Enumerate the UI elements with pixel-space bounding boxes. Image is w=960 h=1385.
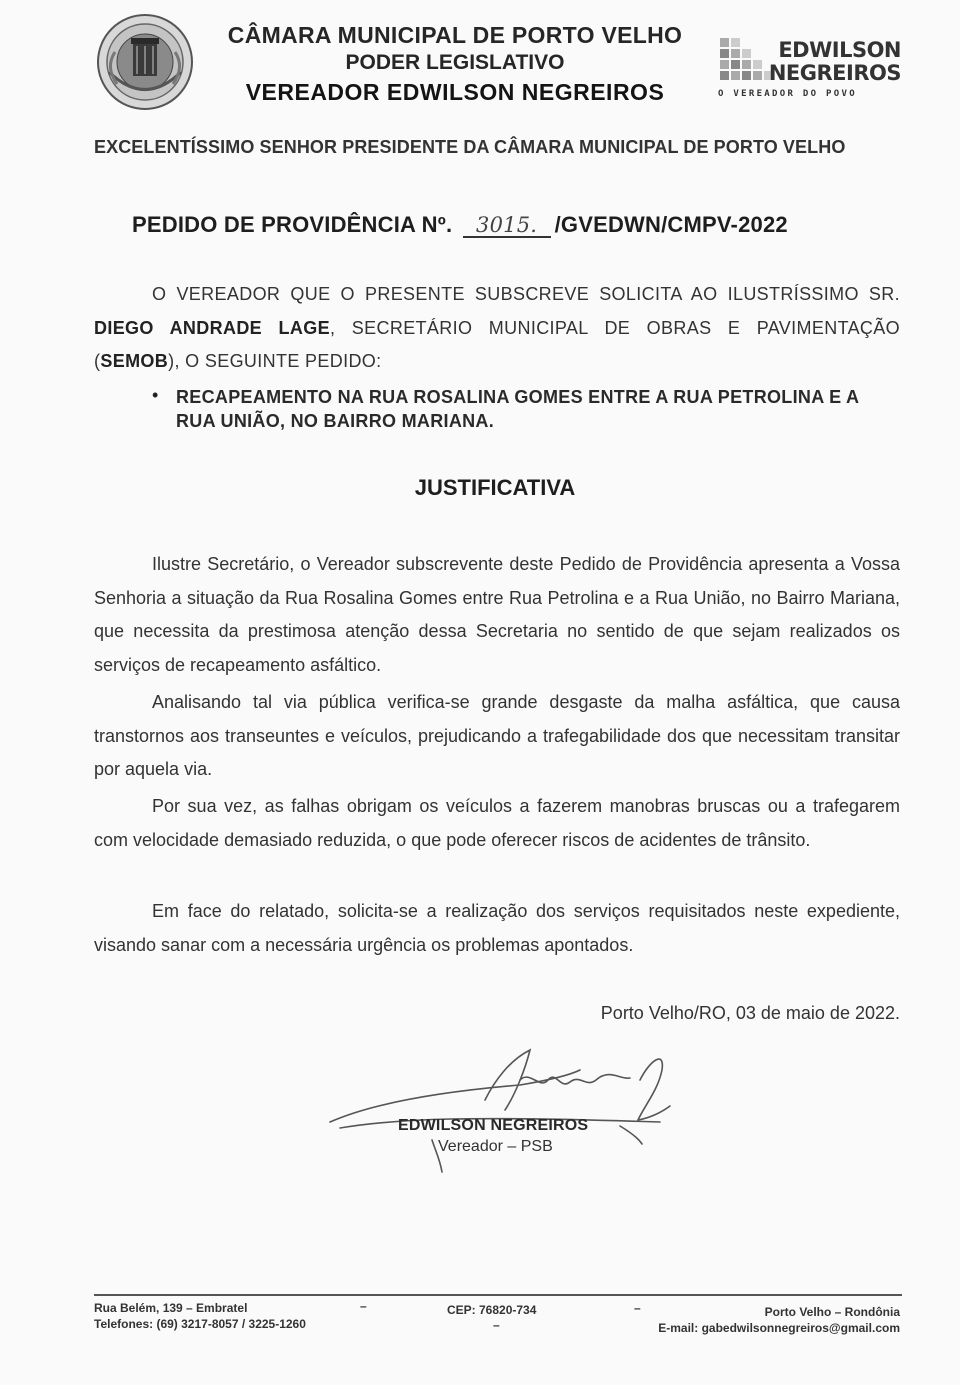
place-and-date: Porto Velho/RO, 03 de maio de 2022.: [600, 1003, 900, 1023]
footer-cep: CEP: 76820-734: [447, 1303, 537, 1317]
chamber-seal-logo: [95, 12, 195, 112]
footer-email: E-mail: gabedwilsonnegreiros@gmail.com: [658, 1321, 900, 1335]
intro-paragraph: [94, 278, 900, 379]
logo-name-first: EDWILSON: [778, 38, 901, 62]
handwritten-signature: [320, 1040, 680, 1180]
bullet-icon: •: [152, 385, 159, 405]
letterhead: [205, 22, 705, 106]
request-number-handwritten: 3015.: [463, 214, 551, 238]
footer-separator-2: –: [493, 1318, 500, 1332]
councilor-name: VEREADOR EDWILSON NEGREIROS: [245, 79, 665, 105]
request-title-suffix: /GVEDWN/CMPV-2022: [554, 212, 788, 237]
footer-city: Porto Velho – Rondônia: [764, 1305, 900, 1319]
justification-paragraph-1: Ilustre Secretário, o Vereador subscrevente deste Pedido de Providência apresenta a Vossa Senhoria a situação da Rua Rosalina Gomes entre Rua Petrolina e a Rua União, no Bairro Mariana, que necessita da prestimosa atenção dessa Secretaria no sentido de que sejam realizados os serviços de recapeamento asfáltico.: [94, 554, 900, 675]
signer-name: EDWILSON NEGREIROS: [398, 1117, 589, 1134]
justification-paragraph-2: Analisando tal via pública verifica-se grande desgaste da malha asfáltica, que causa transtornos aos transeuntes e veículos, prejudicando a trafegabilidade dos que necessitam transitar por aquela via.: [94, 692, 900, 779]
department-acronym: SEMOB: [100, 351, 169, 371]
chamber-name: CÂMARA MUNICIPAL DE PORTO VELHO: [227, 22, 683, 48]
logo-tagline: O VEREADOR DO POVO: [718, 89, 857, 99]
footer-phones: Telefones: (69) 3217-8057 / 3225-1260: [94, 1317, 306, 1331]
addressee-line: EXCELENTÍSSIMO SENHOR PRESIDENTE DA CÂMARA MUNICIPAL DE PORTO VELHO: [94, 137, 846, 157]
request-title: [132, 212, 788, 238]
intro-text-3: ), O SEGUINTE PEDIDO:: [168, 351, 382, 371]
intro-text-2: , SECRETÁRIO MUNICIPAL DE OBRAS E PAVIMENTAÇÃO (: [94, 317, 900, 371]
intro-text-1: O VEREADOR QUE O PRESENTE SUBSCREVE SOLICITA AO ILUSTRÍSSIMO SR.: [152, 284, 900, 304]
justification-paragraph-4: Em face do relatado, solicita-se a realização dos serviços requisitados neste expediente, visando sanar com a necessária urgência os problemas apontados.: [94, 901, 900, 955]
logo-name-last: NEGREIROS: [768, 61, 901, 85]
justification-heading: JUSTIFICATIVA: [414, 475, 576, 500]
request-title-prefix: PEDIDO DE PROVIDÊNCIA Nº.: [132, 212, 453, 237]
legislative-branch: PODER LEGISLATIVO: [345, 51, 565, 74]
footer-divider: [94, 1294, 902, 1296]
councilor-logo: [718, 36, 903, 106]
justification-paragraph-3: Por sua vez, as falhas obrigam os veículos a fazerem manobras bruscas ou a trafegarem com velocidade demasiado reduzida, o que pode oferecer riscos de acidentes de trânsito.: [94, 796, 900, 850]
footer-address: Rua Belém, 139 – Embratel: [94, 1301, 248, 1315]
footer-separator-1: –: [360, 1299, 367, 1313]
requested-item: RECAPEAMENTO NA RUA ROSALINA GOMES ENTRE A RUA PETROLINA E A RUA UNIÃO, NO BAIRRO MARIANA.: [176, 387, 859, 431]
secretary-name: DIEGO ANDRADE LAGE: [94, 317, 330, 338]
footer-separator-3: –: [634, 1301, 641, 1315]
signer-role: Vereador – PSB: [438, 1138, 553, 1155]
